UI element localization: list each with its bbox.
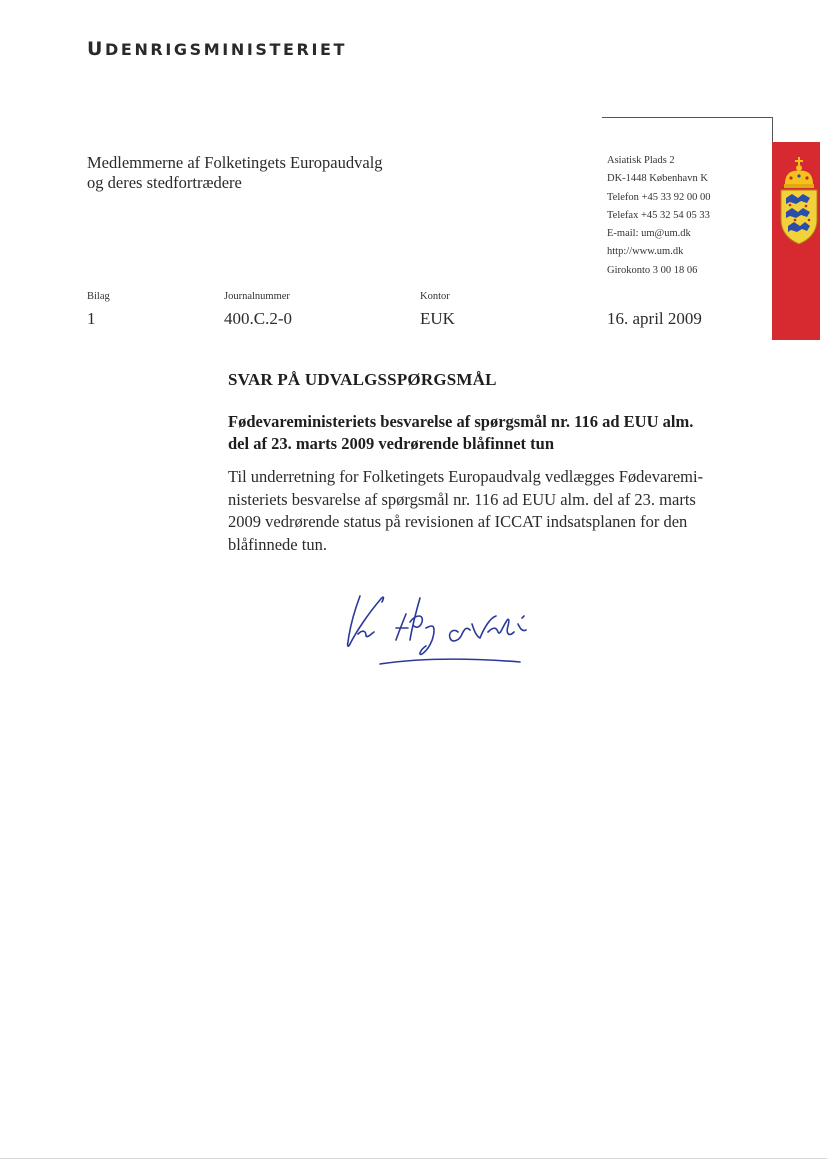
- header-rule: [602, 117, 773, 118]
- body-paragraph: [228, 466, 718, 556]
- website-line: http://www.um.dk: [607, 246, 684, 258]
- page-edge-line: [0, 1158, 827, 1159]
- subject-title: SVAR PÅ UDVALGSSPØRGSMÅL: [228, 370, 497, 389]
- letterhead-rest: DENRIGSMINISTERIET: [105, 40, 348, 59]
- address-line: DK-1448 København K: [607, 173, 708, 185]
- fax-line: Telefax +45 32 54 05 33: [607, 209, 710, 221]
- recipient-line: Medlemmerne af Folketingets Europaudvalg: [87, 153, 383, 172]
- subject-heading: [228, 411, 748, 455]
- letterhead-ministry-name: [87, 38, 347, 60]
- letterhead-initial: U: [87, 38, 106, 60]
- header-rule-vertical: [772, 117, 773, 142]
- handwritten-signature: [330, 588, 560, 678]
- kontor-value: EUK: [420, 309, 455, 328]
- giro-line: Girokonto 3 00 18 06: [607, 264, 698, 276]
- body-line: blåfinnede tun.: [228, 534, 327, 554]
- letter-date: 16. april 2009: [607, 309, 702, 328]
- body-line: Til underretning for Folketingets Europaudvalg vedlægges Fødevaremi-: [228, 467, 704, 486]
- journal-value: 400.C.2-0: [224, 309, 292, 328]
- sender-address: [607, 152, 710, 280]
- coat-of-arms-icon: [779, 154, 819, 254]
- recipient-line: og deres stedfortrædere: [87, 173, 242, 192]
- recipient-block: [87, 153, 383, 193]
- email-line: E-mail: um@um.dk: [607, 228, 691, 240]
- bilag-value: 1: [87, 309, 96, 328]
- bilag-label: Bilag: [87, 291, 110, 302]
- phone-line: Telefon +45 33 92 00 00: [607, 191, 711, 203]
- body-line: nisteriets besvarelse af spørgsmål nr. 116 ad EUU alm. del af 23. marts: [228, 489, 696, 509]
- subject-line: del af 23. marts 2009 vedrørende blåfinnet tun: [228, 434, 555, 453]
- body-line: 2009 vedrørende status på revisionen af ICCAT indsatsplanen for den: [228, 512, 688, 531]
- subject-line: Fødevareministeriets besvarelse af spørgsmål nr. 116 ad EUU alm.: [228, 412, 694, 431]
- kontor-label: Kontor: [420, 291, 450, 302]
- journal-label: Journalnummer: [224, 291, 290, 302]
- address-line: Asiatisk Plads 2: [607, 155, 675, 166]
